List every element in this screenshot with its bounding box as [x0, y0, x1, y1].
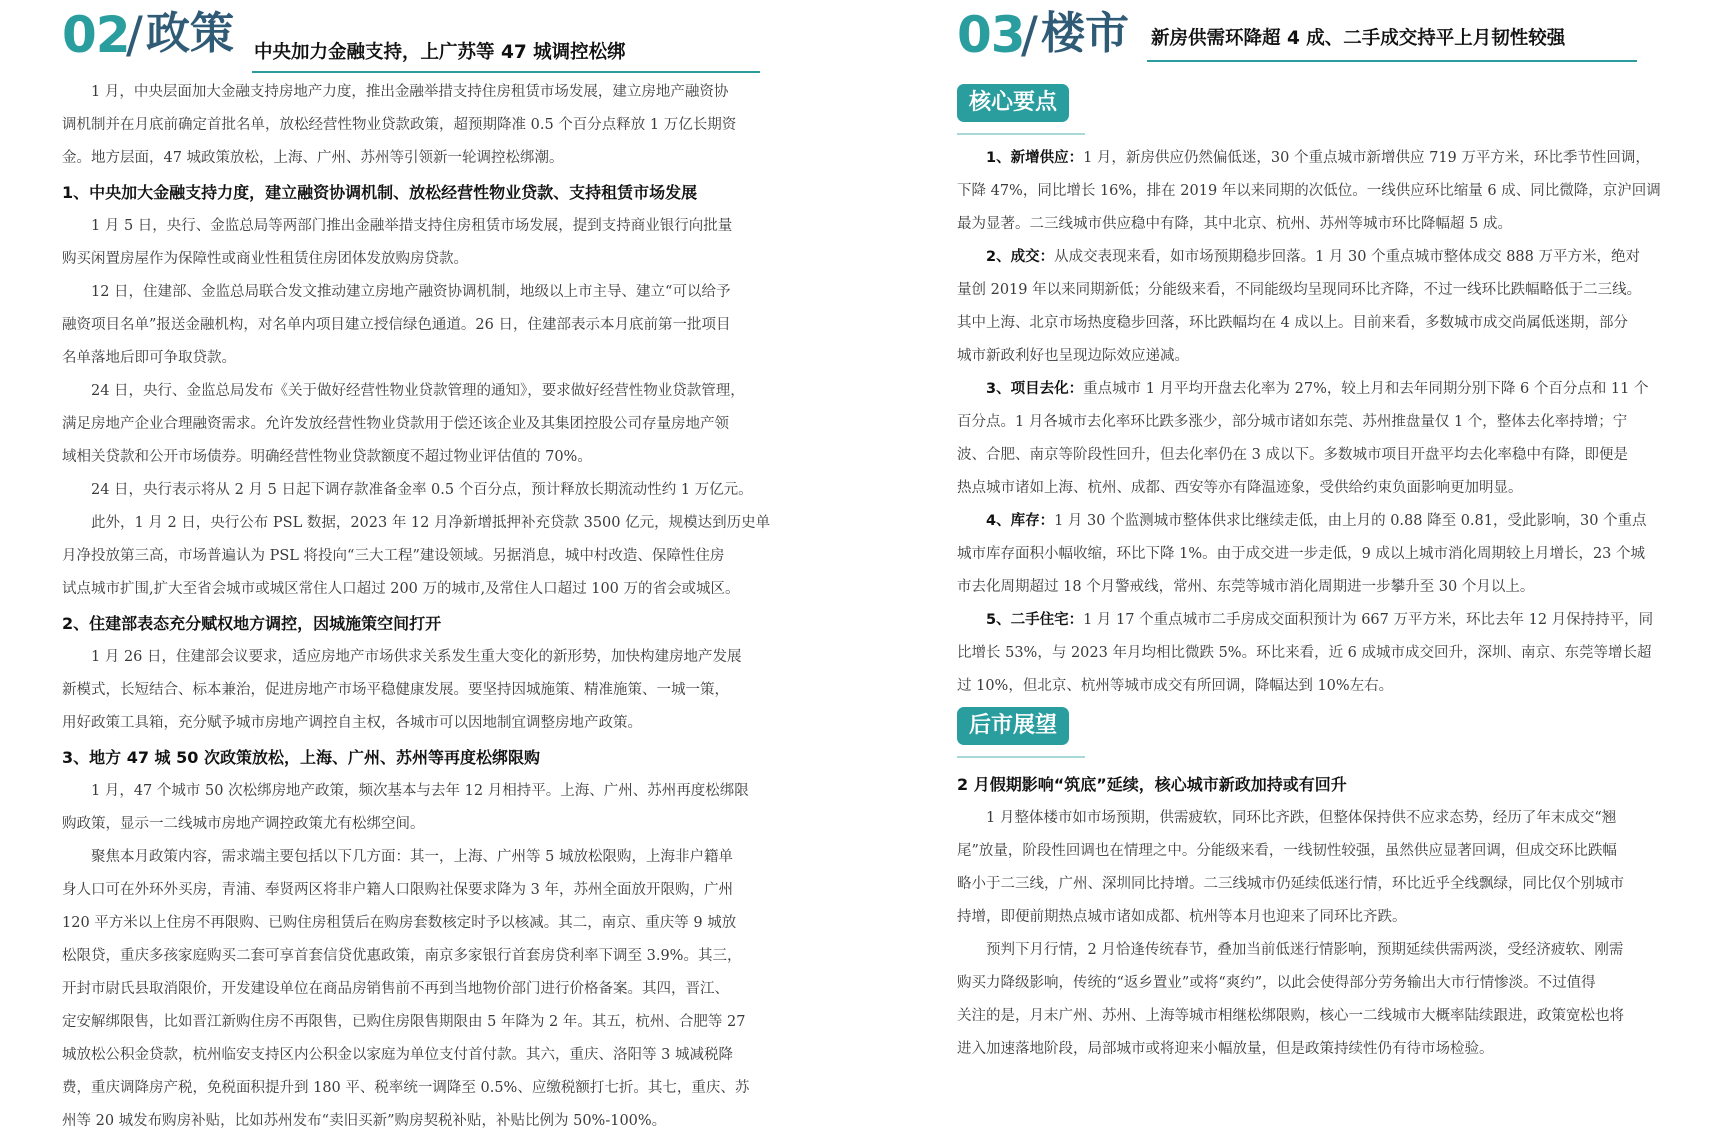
paragraph: 聚焦本月政策内容，需求端主要包括以下几方面：其一，上海、广州等 5 城放松限购，上海非户籍单 身人口可在外环外买房，青浦、奉贤两区将非户籍人口限购社保要求降为 3 年，苏州全面放开限购，广州 120 平方米以上住房不再限购、已购住房租赁后在购房套数核定时予以核减。其二，南京、重庆等 9 城放 松限贷，重庆多孩家庭购买二套可享首套信贷优惠政策，南京多家银行首套房贷利率下调至 3.9%。其三， 开封市尉氏县取消限价，开发建设单位在商品房销售前不再到当地物价部门进行价格备案。其四，晋江、 定安解绑限售，比如晋江新购住房不再限售，已购住房限售期限由 5 年降为 2 年。其五，杭州、合肥等 27 城放松公积金贷款，杭州临安支持区内公积金以家庭为单位支付首付款。其六，重庆、洛阳等 3 城减税降 费，重庆调降房产税，免税面积提升到 180 平、税率统一调降至 0.5%、应缴税额打七折。其七，重庆、苏 州等 20 城发布购房补贴，比如苏州发布“卖旧买新”购房契税补贴，补贴比例为 50%-100%。: [62, 849, 750, 1129]
section-title-underline: [1147, 60, 1637, 62]
section-slash: /: [1021, 6, 1037, 64]
point-transactions: 2、成交：从成交表现来看，如市场预期稳步回落。1 月 30 个重点城市整体成交 888 万平方米，绝对 量创 2019 年以来同期新低；分能级来看，不同能级均呈现同环比齐降，不过一线环比跌幅略低于二三线。 其中上海、北京市场热度稳步回落，环比跌幅均在 4 成以上。目前来看，多数城市成交尚属低迷期，部分 城市新政利好也呈现边际效应递减。: [957, 249, 1642, 364]
subheading-2: 2、住建部表态充分赋权地方调控，因城施策空间打开: [62, 614, 442, 633]
intro-paragraph: 1 月，中央层面加大金融支持房地产力度，推出金融举措支持住房租赁市场发展，建立房地产融资协 调机制并在月底前确定首批名单，放松经营性物业贷款政策，超预期降准 0.5 个百分点释放 1 万亿长期资 金。地方层面，47 城政策放松，上海、广州、苏州等引领新一轮调控松绑潮。: [62, 84, 737, 166]
market-section-header: [957, 0, 1685, 74]
core-points-body: [957, 142, 1685, 703]
policy-section-header: [62, 0, 792, 74]
subheading-1: 1、中央加大金融支持力度，建立融资协调机制、放松经营性物业贷款、支持租赁市场发展: [62, 183, 698, 202]
section-name: 楼市: [1041, 8, 1129, 59]
section-title: 中央加力金融支持，上广苏等 47 城调控松绑: [254, 42, 626, 63]
section-slash: /: [126, 6, 142, 64]
paragraph: 1 月 26 日，住建部会议要求，适应房地产市场供求关系发生重大变化的新形势，加快构建房地产发展 新模式，长短结合、标本兼治，促进房地产市场平稳健康发展。要坚持因城施策、精准施策、一城一策， 用好政策工具箱，充分赋予城市房地产调控自主权，各城市可以因地制宜调整房地产政策。: [62, 649, 742, 731]
policy-body: [62, 76, 792, 1138]
paragraph: 1 月，47 个城市 50 次松绑房地产政策，频次基本与去年 12 月相持平。上海、广州、苏州再度松绑限 购政策，显示一二线城市房地产调控政策尤有松绑空间。: [62, 783, 749, 832]
paragraph: 此外，1 月 2 日，央行公布 PSL 数据，2023 年 12 月净新增抵押补充贷款 3500 亿元，规模达到历史单 月净投放第三高，市场普遍认为 PSL 将投向“三大工程”建设领域。另据消息，城中村改造、保障性住房 试点城市扩围,扩大至省会城市或城区常住人口超过 200 万的城市,及常住人口超过 100 万的省会或城区。: [62, 515, 771, 597]
outlook-heading: 2 月假期影响“筑底”延续，核心城市新政加持或有回升: [957, 775, 1347, 794]
section-title-underline: [252, 71, 760, 73]
point-absorption: 3、项目去化：重点城市 1 月平均开盘去化率为 27%，较上月和去年同期分别下降 6 个百分点和 11 个 百分点。1 月各城市去化率环比跌多涨少，部分城市诸如东莞、苏州推盘量仅 1 个，整体去化率持增；宁 波、合肥、南京等阶段性回升，但去化率仍在 3 成以下。多数城市项目开盘平均去化率稳中有降，即便是 热点城市诸如上海、杭州、成都、西安等亦有降温迹象，受供给约束负面影响更加明显。: [957, 381, 1649, 496]
outlook-badge-wrap: [957, 707, 1685, 757]
point-inventory: 4、库存：1 月 30 个监测城市整体供求比继续走低，由上月的 0.88 降至 0.81，受此影响，30 个重点 城市库存面积小幅收缩，环比下降 1%。由于成交进一步走低，9 成以上城市消化周期较上月增长，23 个城 市去化周期超过 18 个月警戒线，常州、东莞等城市消化周期进一步攀升至 30 个月以上。: [957, 513, 1647, 595]
point-secondhand: 5、二手住宅：1 月 17 个重点城市二手房成交面积预计为 667 万平方米，环比去年 12 月保持持平，同 比增长 53%，与 2023 年月均相比微跌 5%。环比来看，近 6 成城市成交回升，深圳、南京、东莞等增长超 过 10%，但北京、杭州等城市成交有所回调，降幅达到 10%左右。: [957, 612, 1654, 694]
paragraph: 1 月整体楼市如市场预期，供需疲软，同环比齐跌，但整体保持供不应求态势，经历了年末成交“翘 尾”放量，阶段性回调也在情理之中。分能级来看，一线韧性较强，虽然供应显著回调，但成交环比跌幅 略小于二三线，广州、深圳同比持增。二三线城市仍延续低迷行情，环比近乎全线飘绿，同比仅个别城市 持增，即便前期热点城市诸如成都、杭州等本月也迎来了同环比齐跌。: [957, 810, 1624, 925]
paragraph: 1 月 5 日，央行、金监总局等两部门推出金融举措支持住房租赁市场发展，提到支持商业银行向批量 购买闲置房屋作为保障性或商业性租赁住房团体发放购房贷款。: [62, 218, 733, 267]
core-points-badge-wrap: [957, 84, 1685, 134]
point-new-supply: 1、新增供应：1 月，新房供应仍然偏低迷，30 个重点城市新增供应 719 万平方米，环比季节性回调， 下降 47%，同比增长 16%，排在 2019 年以来同期的次低位。一线供应环比缩量 6 成、同比微降，京沪回调 最为显著。二三线城市供应稳中有降，其中北京、杭州、苏州等城市环比降幅超 5 成。: [957, 150, 1661, 232]
section-title: 新房供需环降超 4 成、二手成交持平上月韧性较强: [1151, 28, 1566, 49]
paragraph: 24 日，央行、金监总局发布《关于做好经营性物业贷款管理的通知》，要求做好经营性物业贷款管理， 满足房地产企业合理融资需求。允许发放经营性物业贷款用于偿还该企业及其集团控股公司存量房地产领 域相关贷款和公开市场债券。明确经营性物业贷款额度不超过物业评估值的 70%。: [62, 383, 745, 465]
badge-underline: [957, 133, 1085, 135]
section-number: 02: [62, 6, 130, 64]
outlook-badge: 后市展望: [957, 707, 1069, 745]
paragraph: 预判下月行情，2 月恰逢传统春节，叠加当前低迷行情影响，预期延续供需两淡，受经济疲软、刚需 购买力降级影响，传统的“返乡置业”或将“爽约”，以此会使得部分劳务输出大市行情惨淡。不过值得 关注的是，月末广州、苏州、上海等城市相继松绑限购，核心一二线城市大概率陆续跟进，政策宽松也将 进入加速落地阶段，局部城市或将迎来小幅放量，但是政策持续性仍有待市场检验。: [957, 942, 1624, 1057]
paragraph: 12 日，住建部、金监总局联合发文推动建立房地产融资协调机制，地级以上市主导、建立“可以给予 融资项目名单”报送金融机构，对名单内项目建立授信绿色通道。26 日，住建部表示本月底前第一批项目 名单落地后即可争取贷款。: [62, 284, 731, 366]
paragraph: 24 日，央行表示将从 2 月 5 日起下调存款准备金率 0.5 个百分点，预计释放长期流动性约 1 万亿元。: [91, 482, 753, 498]
section-number: 03: [957, 6, 1025, 64]
section-name: 政策: [146, 8, 234, 59]
outlook-body: [957, 767, 1685, 1066]
badge-underline: [957, 756, 1085, 758]
policy-section: [62, 0, 792, 1138]
subheading-3: 3、地方 47 城 50 次政策放松，上海、广州、苏州等再度松绑限购: [62, 748, 540, 767]
market-section: [957, 0, 1685, 1066]
core-points-badge: 核心要点: [957, 84, 1069, 122]
